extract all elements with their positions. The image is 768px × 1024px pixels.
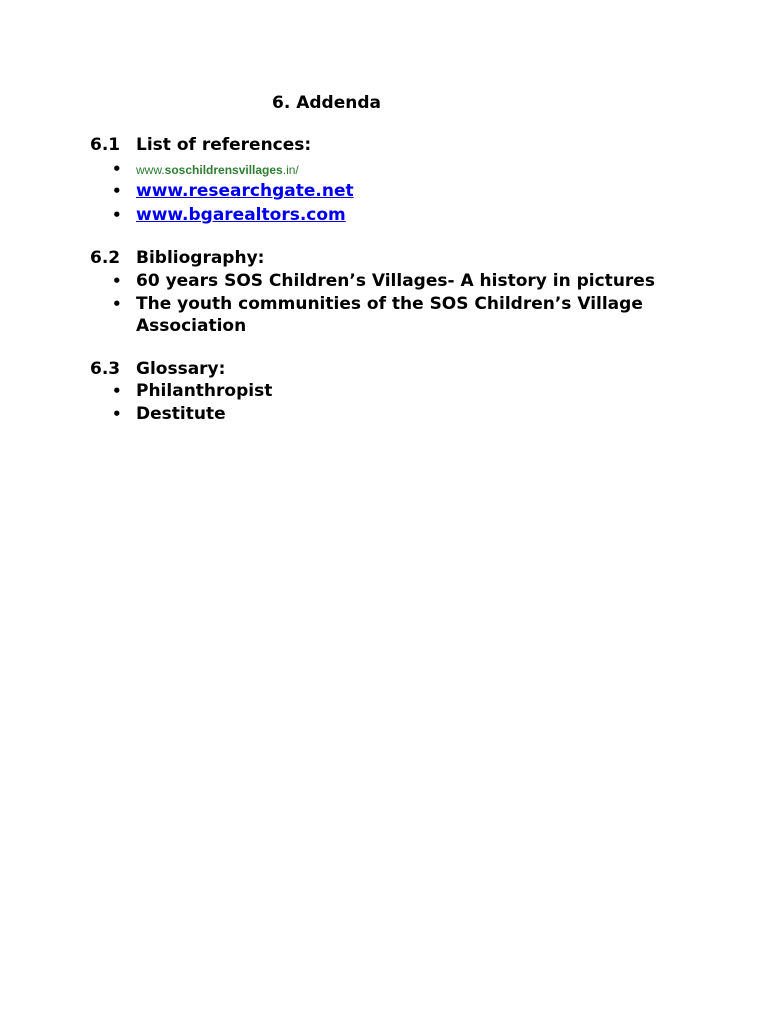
reference-item: [112, 180, 354, 202]
bibliography-text: 60 years SOS Children’s Villages- A history in pictures: [136, 271, 655, 291]
section-glossary-title: [90, 358, 225, 380]
reference-link-bgarealtors[interactable]: www.bgarealtors.com: [136, 205, 346, 225]
glossary-item: [112, 403, 226, 425]
section-title-text: Bibliography:: [136, 248, 265, 268]
bullet-icon: •: [112, 405, 122, 423]
glossary-text: Philanthropist: [136, 381, 273, 401]
bibliography-text: The youth communities of the SOS Children’s Village Association: [136, 294, 643, 336]
reference-link-sos[interactable]: www.soschildrensvillages.in/: [136, 163, 299, 177]
section-number: 6.3: [90, 359, 121, 379]
reference-link-researchgate[interactable]: www.researchgate.net: [136, 181, 354, 201]
bullet-icon: •: [112, 295, 122, 313]
bibliography-item: [112, 293, 696, 337]
bullet-icon: •: [112, 272, 122, 290]
section-number: 6.2: [90, 248, 121, 268]
glossary-text: Destitute: [136, 404, 226, 424]
bullet-icon: •: [112, 382, 122, 400]
section-title-text: Glossary:: [136, 359, 226, 379]
bibliography-item: [112, 270, 655, 292]
page-title: 6. Addenda: [272, 93, 381, 113]
bullet-icon: •: [112, 206, 122, 224]
reference-item: [112, 204, 346, 226]
section-number: 6.1: [90, 135, 121, 155]
section-bibliography-title: [90, 247, 264, 269]
section-title-text: List of references:: [136, 135, 312, 155]
glossary-item: [112, 380, 272, 402]
section-references-title: [90, 134, 311, 156]
bullet-icon: •: [112, 160, 122, 178]
bullet-icon: •: [112, 182, 122, 200]
reference-item: [112, 158, 299, 181]
